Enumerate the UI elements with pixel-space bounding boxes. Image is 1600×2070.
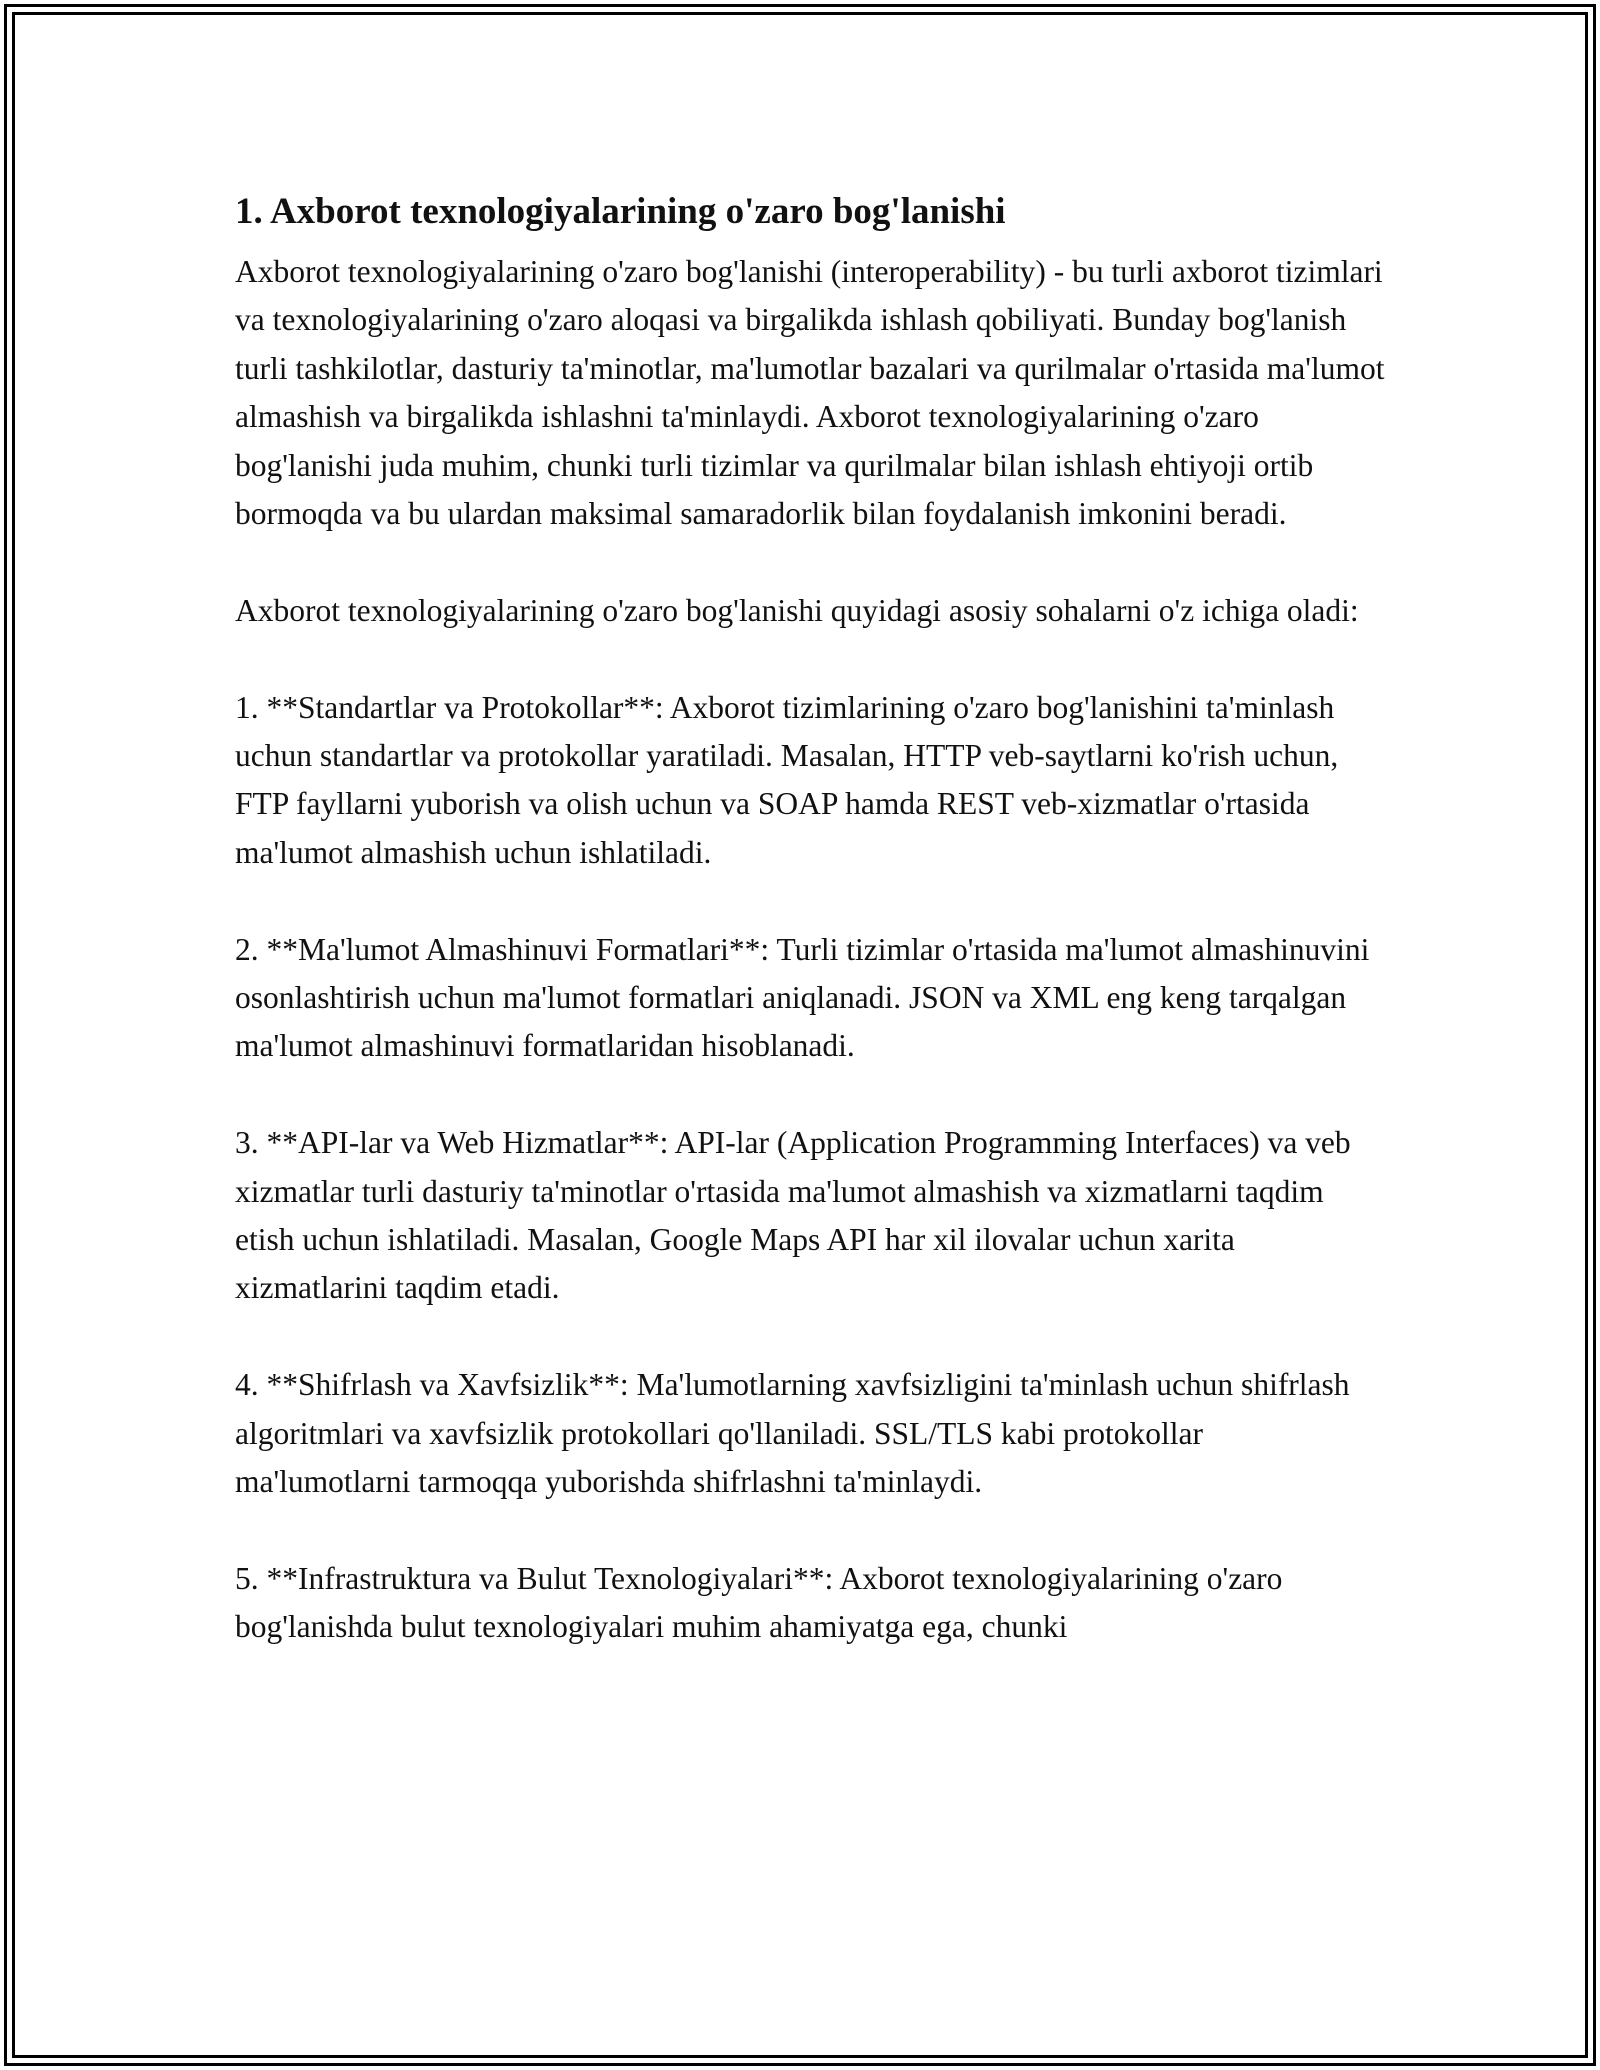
section-heading: 1. Axborot texnologiyalarining o'zaro bog'lanishi [235,191,1006,232]
list-item-data-formats: 2. **Ma'lumot Almashinuvi Formatlari**: Turli tizimlar o'rtasida ma'lumot almashinuvini osonlashtirish uchun ma'lumot formatlari aniqlanadi. JSON va XML eng keng tarqalgan ma'lumot almashinuvi formatlaridan hisoblanadi. [235,931,1370,1064]
document-body [235,186,1385,1700]
list-item-standards: 1. **Standartlar va Protokollar**: Axborot tizimlarining o'zaro bog'lanishini ta'minlash uchun standartlar va protokollar yaratiladi. Masalan, HTTP veb-saytlarni ko'rish uchun, FTP fayllarni yuborish va olish uchun va SOAP hamda REST veb-xizmatlar o'rtasida ma'lumot almashish uchun ishlatiladi. [235,689,1339,870]
areas-intro-paragraph: Axborot texnologiyalarining o'zaro bog'lanishi quyidagi asosiy sohalarni o'z ichiga oladi: [235,592,1359,628]
list-item-apis: 3. **API-lar va Web Hizmatlar**: API-lar (Application Programming Interfaces) va veb xizmatlar turli dasturiy ta'minotlar o'rtasida ma'lumot almashish va xizmatlarni taqdim etish uchun ishlatiladi. Masalan, Google Maps API har xil ilovalar uchun xarita xizmatlarini taqdim etadi. [235,1125,1351,1306]
list-item-security: 4. **Shifrlash va Xavfsizlik**: Ma'lumotlarning xavfsizligini ta'minlash uchun shifrlash algoritmlari va xavfsizlik protokollari qo'llaniladi. SSL/TLS kabi protokollar ma'lumotlarni tarmoqqa yuborishda shifrlashni ta'minlaydi. [235,1367,1350,1500]
list-item-cloud: 5. **Infrastruktura va Bulut Texnologiyalari**: Axborot texnologiyalarining o'zaro bog'lanishda bulut texnologiyalari muhim ahamiyatga ega, chunki [235,1560,1283,1645]
intro-paragraph: Axborot texnologiyalarining o'zaro bog'lanishi (interoperability) - bu turli axborot tizimlari va texnologiyalarining o'zaro aloqasi va birgalikda ishlash qobiliyati. Bunday bog'lanish turli tashkilotlar, dasturiy ta'minotlar, ma'lumotlar bazalari va qurilmalar o'rtasida ma'lumot almashish va birgalikda ishlashni ta'minlaydi. Axborot texnologiyalarining o'zaro bog'lanishi juda muhim, chunki turli tizimlar va qurilmalar bilan ishlash ehtiyoji ortib bormoqda va bu ulardan maksimal samaradorlik bilan foydalanish imkonini beradi. [235,254,1385,532]
